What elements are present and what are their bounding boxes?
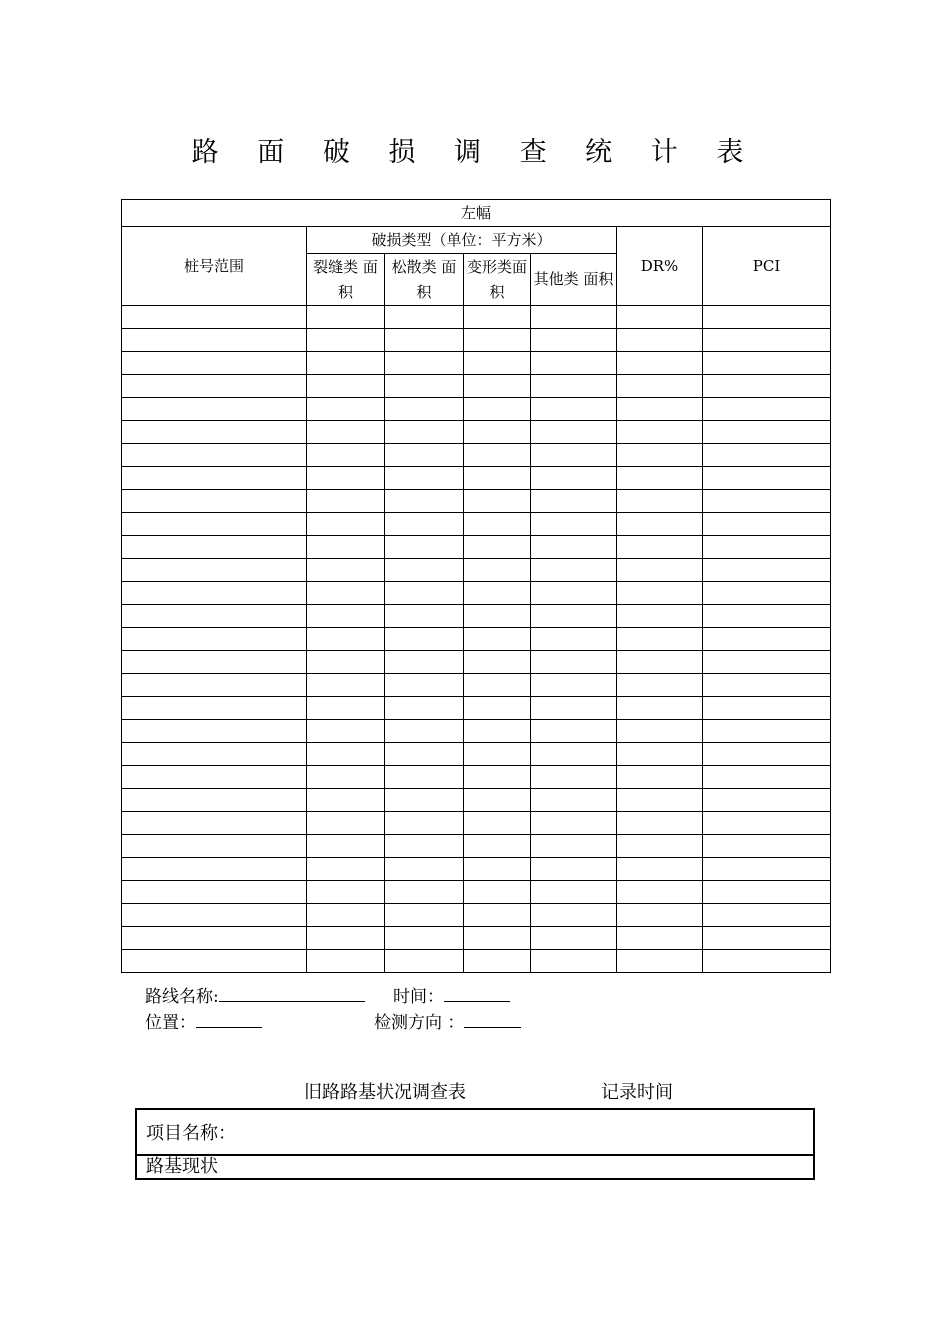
table-cell[interactable] bbox=[617, 605, 703, 628]
table-cell[interactable] bbox=[122, 881, 307, 904]
table-cell[interactable] bbox=[122, 421, 307, 444]
table-cell[interactable] bbox=[617, 766, 703, 789]
table-row bbox=[122, 490, 831, 513]
table-cell[interactable] bbox=[122, 743, 307, 766]
table-cell[interactable] bbox=[531, 444, 617, 467]
table-row bbox=[122, 444, 831, 467]
table-row bbox=[122, 306, 831, 329]
table-cell[interactable] bbox=[464, 421, 531, 444]
table-cell[interactable] bbox=[464, 559, 531, 582]
table-cell[interactable] bbox=[385, 858, 464, 881]
damage-type-header: 破损类型（单位：平方米） bbox=[307, 227, 617, 254]
table-cell[interactable] bbox=[307, 306, 385, 329]
table-cell[interactable] bbox=[531, 881, 617, 904]
table-cell[interactable] bbox=[385, 306, 464, 329]
table-cell[interactable] bbox=[385, 329, 464, 352]
table-cell[interactable] bbox=[617, 329, 703, 352]
table-cell[interactable] bbox=[531, 352, 617, 375]
table-cell[interactable] bbox=[122, 835, 307, 858]
table-cell[interactable] bbox=[464, 467, 531, 490]
table-cell[interactable] bbox=[122, 674, 307, 697]
table-cell[interactable] bbox=[307, 812, 385, 835]
table-cell[interactable] bbox=[617, 720, 703, 743]
table-cell[interactable] bbox=[531, 927, 617, 950]
table-cell[interactable] bbox=[617, 697, 703, 720]
table-cell[interactable] bbox=[385, 536, 464, 559]
table-cell[interactable] bbox=[385, 421, 464, 444]
table-cell[interactable] bbox=[703, 467, 831, 490]
table-cell[interactable] bbox=[385, 375, 464, 398]
table-cell[interactable] bbox=[307, 490, 385, 513]
table-cell[interactable] bbox=[703, 904, 831, 927]
table-cell[interactable] bbox=[385, 605, 464, 628]
table-row bbox=[122, 375, 831, 398]
time-line[interactable] bbox=[444, 983, 510, 1002]
table-cell[interactable] bbox=[617, 421, 703, 444]
time-label: 时间： bbox=[393, 987, 444, 1007]
table-cell[interactable] bbox=[617, 674, 703, 697]
table-cell[interactable] bbox=[464, 375, 531, 398]
table-cell[interactable] bbox=[617, 536, 703, 559]
table-cell[interactable] bbox=[464, 352, 531, 375]
table-cell[interactable] bbox=[122, 904, 307, 927]
table-cell[interactable] bbox=[385, 628, 464, 651]
table-cell[interactable] bbox=[703, 582, 831, 605]
table-cell[interactable] bbox=[531, 375, 617, 398]
roadbed-status-cell[interactable]: 路基现状 bbox=[136, 1155, 814, 1179]
table-cell[interactable] bbox=[617, 582, 703, 605]
table-cell[interactable] bbox=[385, 513, 464, 536]
table-cell[interactable] bbox=[703, 835, 831, 858]
route-name-label: 路线名称: bbox=[145, 987, 219, 1007]
table-cell[interactable] bbox=[122, 927, 307, 950]
table-cell[interactable] bbox=[385, 352, 464, 375]
table-cell[interactable] bbox=[307, 835, 385, 858]
table-row bbox=[122, 720, 831, 743]
table-row bbox=[122, 812, 831, 835]
table-cell[interactable] bbox=[617, 881, 703, 904]
table-cell[interactable] bbox=[464, 766, 531, 789]
table-cell[interactable] bbox=[703, 490, 831, 513]
table-cell[interactable] bbox=[464, 743, 531, 766]
table-cell[interactable] bbox=[531, 306, 617, 329]
table-cell[interactable] bbox=[617, 398, 703, 421]
table-cell[interactable] bbox=[122, 766, 307, 789]
table-cell[interactable] bbox=[464, 950, 531, 973]
table-cell[interactable] bbox=[703, 306, 831, 329]
table-cell[interactable] bbox=[122, 513, 307, 536]
direction-field bbox=[374, 1008, 521, 1033]
table-cell[interactable] bbox=[531, 513, 617, 536]
table-cell[interactable] bbox=[464, 398, 531, 421]
table-cell[interactable] bbox=[464, 904, 531, 927]
table-row bbox=[122, 881, 831, 904]
table-cell[interactable] bbox=[307, 743, 385, 766]
table-cell[interactable] bbox=[464, 605, 531, 628]
dr-header: DR% bbox=[617, 227, 703, 306]
table-cell[interactable] bbox=[703, 605, 831, 628]
table-cell[interactable] bbox=[385, 582, 464, 605]
table-cell[interactable] bbox=[385, 674, 464, 697]
table-cell[interactable] bbox=[703, 651, 831, 674]
table-row bbox=[122, 927, 831, 950]
table-cell[interactable] bbox=[531, 536, 617, 559]
table-cell[interactable] bbox=[617, 927, 703, 950]
table-row bbox=[122, 467, 831, 490]
table-row bbox=[122, 582, 831, 605]
table-cell[interactable] bbox=[464, 674, 531, 697]
table-row bbox=[122, 559, 831, 582]
table-cell[interactable] bbox=[122, 582, 307, 605]
table-cell[interactable] bbox=[703, 444, 831, 467]
table-cell[interactable] bbox=[385, 904, 464, 927]
table-cell[interactable] bbox=[122, 651, 307, 674]
table-cell[interactable] bbox=[464, 513, 531, 536]
table-row bbox=[122, 835, 831, 858]
table-cell[interactable] bbox=[122, 628, 307, 651]
table-cell[interactable] bbox=[385, 743, 464, 766]
table-cell[interactable] bbox=[464, 628, 531, 651]
table-cell[interactable] bbox=[703, 697, 831, 720]
table-cell[interactable] bbox=[307, 582, 385, 605]
table-cell[interactable] bbox=[307, 421, 385, 444]
table-cell[interactable] bbox=[703, 927, 831, 950]
table-cell[interactable] bbox=[122, 697, 307, 720]
table-cell[interactable] bbox=[122, 352, 307, 375]
table-cell[interactable] bbox=[531, 697, 617, 720]
table-row bbox=[122, 352, 831, 375]
table-cell[interactable] bbox=[464, 858, 531, 881]
table-cell[interactable] bbox=[531, 628, 617, 651]
table-row bbox=[122, 605, 831, 628]
table-cell[interactable] bbox=[531, 559, 617, 582]
table-cell[interactable] bbox=[307, 536, 385, 559]
table-cell[interactable] bbox=[122, 306, 307, 329]
table-cell[interactable] bbox=[531, 858, 617, 881]
project-name-cell[interactable]: 项目名称： bbox=[136, 1109, 814, 1155]
table-cell[interactable] bbox=[531, 490, 617, 513]
table-cell[interactable] bbox=[531, 329, 617, 352]
table-cell[interactable] bbox=[307, 789, 385, 812]
roadbed-table-title: 旧路路基状况调查表 bbox=[304, 1082, 466, 1103]
table-cell[interactable] bbox=[307, 559, 385, 582]
table-row bbox=[122, 766, 831, 789]
table-row bbox=[122, 674, 831, 697]
table-cell[interactable] bbox=[531, 582, 617, 605]
page-title: 路 面 破 损 调 查 统 计 表 bbox=[191, 137, 759, 168]
table-cell[interactable] bbox=[464, 306, 531, 329]
table-cell[interactable] bbox=[307, 628, 385, 651]
loose-area-header: 松散类 面积 bbox=[391, 257, 457, 301]
table-cell[interactable] bbox=[464, 927, 531, 950]
table-cell[interactable] bbox=[385, 835, 464, 858]
table-cell[interactable] bbox=[703, 674, 831, 697]
table-cell[interactable] bbox=[703, 950, 831, 973]
table-cell[interactable] bbox=[703, 513, 831, 536]
table-row bbox=[122, 628, 831, 651]
table-cell[interactable] bbox=[385, 651, 464, 674]
table-cell[interactable] bbox=[385, 467, 464, 490]
table-cell[interactable] bbox=[122, 559, 307, 582]
table-cell[interactable] bbox=[385, 881, 464, 904]
table-row bbox=[122, 536, 831, 559]
route-name-field bbox=[145, 982, 365, 1007]
table-cell[interactable] bbox=[617, 651, 703, 674]
table-cell[interactable] bbox=[617, 559, 703, 582]
table-cell[interactable] bbox=[531, 904, 617, 927]
table-cell[interactable] bbox=[385, 720, 464, 743]
table-cell[interactable] bbox=[617, 444, 703, 467]
table-cell[interactable] bbox=[464, 697, 531, 720]
table-cell[interactable] bbox=[531, 467, 617, 490]
table-cell[interactable] bbox=[122, 444, 307, 467]
table-cell[interactable] bbox=[703, 858, 831, 881]
table-cell[interactable] bbox=[307, 881, 385, 904]
table-cell[interactable] bbox=[531, 743, 617, 766]
table-cell[interactable] bbox=[531, 835, 617, 858]
table-cell[interactable] bbox=[122, 950, 307, 973]
table-cell[interactable] bbox=[122, 812, 307, 835]
table-cell[interactable] bbox=[703, 559, 831, 582]
table-cell[interactable] bbox=[122, 605, 307, 628]
time-field bbox=[393, 982, 510, 1007]
position-label: 位置： bbox=[145, 1013, 196, 1033]
table-cell[interactable] bbox=[531, 950, 617, 973]
crack-area-header: 裂缝类 面积 bbox=[313, 257, 378, 301]
direction-label: 检测方向 ： bbox=[374, 1013, 465, 1033]
table-cell[interactable] bbox=[703, 628, 831, 651]
table-cell[interactable] bbox=[464, 881, 531, 904]
table-cell[interactable] bbox=[464, 720, 531, 743]
deformation-area-header: 变形类面积 bbox=[466, 257, 527, 301]
table-row bbox=[122, 651, 831, 674]
table-cell[interactable] bbox=[307, 398, 385, 421]
table-cell[interactable] bbox=[617, 950, 703, 973]
route-name-line[interactable] bbox=[219, 983, 365, 1002]
table-cell[interactable] bbox=[703, 421, 831, 444]
table-cell[interactable] bbox=[617, 490, 703, 513]
table-row bbox=[122, 421, 831, 444]
table-cell[interactable] bbox=[385, 927, 464, 950]
table-cell[interactable] bbox=[703, 375, 831, 398]
table-cell[interactable] bbox=[703, 743, 831, 766]
table-cell[interactable] bbox=[122, 858, 307, 881]
table-cell[interactable] bbox=[531, 674, 617, 697]
table-cell[interactable] bbox=[617, 375, 703, 398]
table-cell[interactable] bbox=[307, 651, 385, 674]
side-label: 左幅 bbox=[122, 200, 831, 227]
table-cell[interactable] bbox=[307, 766, 385, 789]
table-cell[interactable] bbox=[307, 927, 385, 950]
table-cell[interactable] bbox=[385, 766, 464, 789]
table-cell[interactable] bbox=[307, 467, 385, 490]
table-cell[interactable] bbox=[703, 766, 831, 789]
table-cell[interactable] bbox=[617, 513, 703, 536]
table-cell[interactable] bbox=[703, 789, 831, 812]
table-cell[interactable] bbox=[122, 467, 307, 490]
table-cell[interactable] bbox=[122, 720, 307, 743]
position-field bbox=[145, 1008, 262, 1033]
direction-line[interactable] bbox=[464, 1009, 521, 1028]
table-cell[interactable] bbox=[703, 812, 831, 835]
table-cell[interactable] bbox=[531, 651, 617, 674]
table-cell[interactable] bbox=[617, 858, 703, 881]
table-row bbox=[122, 329, 831, 352]
table-cell[interactable] bbox=[531, 421, 617, 444]
table-cell[interactable] bbox=[122, 375, 307, 398]
table-cell[interactable] bbox=[617, 352, 703, 375]
table-cell[interactable] bbox=[385, 398, 464, 421]
table-cell[interactable] bbox=[617, 812, 703, 835]
table-cell[interactable] bbox=[307, 444, 385, 467]
table-row bbox=[122, 743, 831, 766]
table-cell[interactable] bbox=[385, 697, 464, 720]
table-cell[interactable] bbox=[617, 467, 703, 490]
table-cell[interactable] bbox=[122, 789, 307, 812]
table-cell[interactable] bbox=[531, 605, 617, 628]
table-cell[interactable] bbox=[307, 674, 385, 697]
table-cell[interactable] bbox=[531, 398, 617, 421]
table-cell[interactable] bbox=[307, 950, 385, 973]
table-row bbox=[122, 789, 831, 812]
table-cell[interactable] bbox=[307, 720, 385, 743]
table-row bbox=[122, 858, 831, 881]
table-cell[interactable] bbox=[464, 444, 531, 467]
table-cell[interactable] bbox=[122, 536, 307, 559]
table-cell[interactable] bbox=[703, 352, 831, 375]
table-cell[interactable] bbox=[531, 812, 617, 835]
record-time-label: 记录时间 bbox=[601, 1082, 673, 1103]
table-cell[interactable] bbox=[703, 398, 831, 421]
table-cell[interactable] bbox=[703, 329, 831, 352]
table-cell[interactable] bbox=[617, 306, 703, 329]
table-cell[interactable] bbox=[385, 559, 464, 582]
roadbed-survey-table bbox=[135, 1108, 815, 1180]
other-area-header: 其他类 面积 bbox=[533, 270, 614, 288]
table-cell[interactable] bbox=[703, 881, 831, 904]
table-cell[interactable] bbox=[531, 766, 617, 789]
table-cell[interactable] bbox=[385, 490, 464, 513]
table-cell[interactable] bbox=[385, 444, 464, 467]
table-cell[interactable] bbox=[307, 352, 385, 375]
table-cell[interactable] bbox=[703, 536, 831, 559]
table-cell[interactable] bbox=[464, 329, 531, 352]
table-cell[interactable] bbox=[464, 536, 531, 559]
position-line[interactable] bbox=[196, 1009, 262, 1028]
table-cell[interactable] bbox=[464, 812, 531, 835]
table-cell[interactable] bbox=[385, 950, 464, 973]
table-cell[interactable] bbox=[307, 697, 385, 720]
table-cell[interactable] bbox=[307, 375, 385, 398]
table-cell[interactable] bbox=[464, 490, 531, 513]
table-cell[interactable] bbox=[617, 743, 703, 766]
table-cell[interactable] bbox=[307, 329, 385, 352]
table-cell[interactable] bbox=[617, 904, 703, 927]
pavement-damage-table bbox=[121, 199, 831, 973]
table-row bbox=[122, 697, 831, 720]
table-cell[interactable] bbox=[464, 835, 531, 858]
table-cell[interactable] bbox=[385, 812, 464, 835]
table-row bbox=[122, 904, 831, 927]
table-cell[interactable] bbox=[464, 582, 531, 605]
table-cell[interactable] bbox=[531, 789, 617, 812]
table-cell[interactable] bbox=[617, 835, 703, 858]
table-cell[interactable] bbox=[307, 858, 385, 881]
table-cell[interactable] bbox=[122, 490, 307, 513]
table-cell[interactable] bbox=[307, 605, 385, 628]
pci-header: PCI bbox=[703, 227, 831, 306]
table-cell[interactable] bbox=[617, 789, 703, 812]
table-cell[interactable] bbox=[122, 329, 307, 352]
table-row bbox=[122, 398, 831, 421]
table-cell[interactable] bbox=[531, 720, 617, 743]
table-row bbox=[122, 513, 831, 536]
station-range-header: 桩号范围 bbox=[122, 227, 307, 306]
table-cell[interactable] bbox=[703, 720, 831, 743]
table-cell[interactable] bbox=[464, 651, 531, 674]
table-cell[interactable] bbox=[617, 628, 703, 651]
table-cell[interactable] bbox=[122, 398, 307, 421]
table-cell[interactable] bbox=[464, 789, 531, 812]
table-cell[interactable] bbox=[307, 513, 385, 536]
table-cell[interactable] bbox=[385, 789, 464, 812]
table-row bbox=[122, 950, 831, 973]
table-cell[interactable] bbox=[307, 904, 385, 927]
